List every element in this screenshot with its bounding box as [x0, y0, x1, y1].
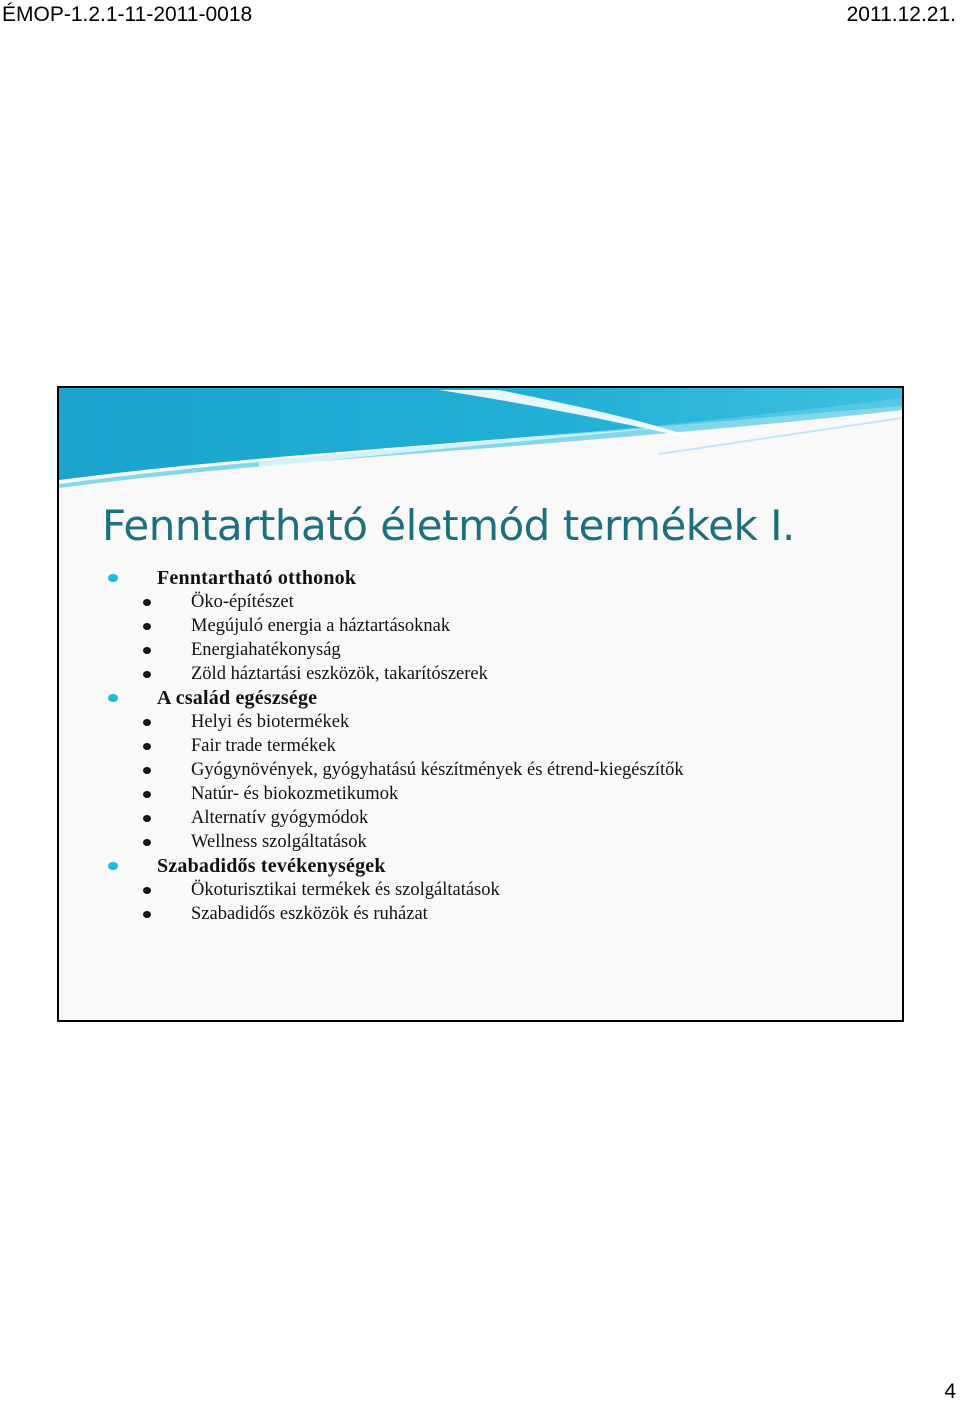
list-item-text: Gyógynövények, gyógyhatású készítmények és étrend-kiegészítők: [191, 760, 684, 780]
bullet-icon: [143, 599, 151, 606]
list-item: [59, 806, 684, 830]
list-item: [59, 614, 684, 638]
section-heading-text: Szabadidős tevékenységek: [157, 855, 386, 877]
list-item-text: Zöld háztartási eszközök, takarítószerek: [191, 664, 488, 684]
list-item: [59, 830, 684, 854]
list-item: [59, 878, 684, 902]
list-item-text: Ökoturisztikai termékek és szolgáltatások: [191, 880, 500, 900]
section-heading: [59, 854, 684, 878]
slide-banner-decoration: [59, 388, 902, 488]
bullet-icon: [143, 647, 151, 654]
bullet-icon: [108, 862, 118, 870]
list-item-text: Helyi és biotermékek: [191, 712, 350, 732]
list-item-text: Natúr- és biokozmetikumok: [191, 784, 399, 804]
list-item: [59, 590, 684, 614]
bullet-icon: [143, 911, 151, 918]
list-item-text: Wellness szolgáltatások: [191, 832, 367, 852]
list-item-text: Energiahatékonyság: [191, 640, 341, 660]
bullet-icon: [143, 671, 151, 678]
slide: [57, 386, 904, 1022]
project-code: ÉMOP-1.2.1-11-2011-0018: [2, 3, 253, 26]
bullet-icon: [143, 791, 151, 798]
bullet-icon: [143, 815, 151, 822]
section-heading: [59, 686, 684, 710]
list-item-text: Szabadidős eszközök és ruházat: [191, 904, 428, 924]
list-item: [59, 638, 684, 662]
list-item: [59, 662, 684, 686]
list-item-text: Alternatív gyógymódok: [191, 808, 369, 828]
bullet-icon: [143, 719, 151, 726]
bullet-icon: [143, 623, 151, 630]
list-item-text: Megújuló energia a háztartásoknak: [191, 616, 451, 636]
section-heading: [59, 566, 684, 590]
bullet-icon: [143, 887, 151, 894]
list-item-text: Öko-építészet: [191, 592, 294, 612]
bullet-icon: [108, 694, 118, 702]
list-item: [59, 758, 684, 782]
bullet-icon: [143, 743, 151, 750]
list-item-text: Fair trade termékek: [191, 736, 336, 756]
section-heading-text: Fenntartható otthonok: [157, 567, 357, 589]
list-item: [59, 782, 684, 806]
page-number: 4: [944, 1380, 956, 1403]
slide-title: Fenntartható életmód termékek I.: [102, 501, 795, 550]
bullet-icon: [143, 839, 151, 846]
bullet-icon: [108, 574, 118, 582]
document-date: 2011.12.21.: [846, 3, 956, 26]
list-item: [59, 902, 684, 926]
list-item: [59, 710, 684, 734]
section-heading-text: A család egészsége: [157, 687, 318, 709]
list-item: [59, 734, 684, 758]
bullet-icon: [143, 767, 151, 774]
bullet-list: [59, 566, 684, 926]
